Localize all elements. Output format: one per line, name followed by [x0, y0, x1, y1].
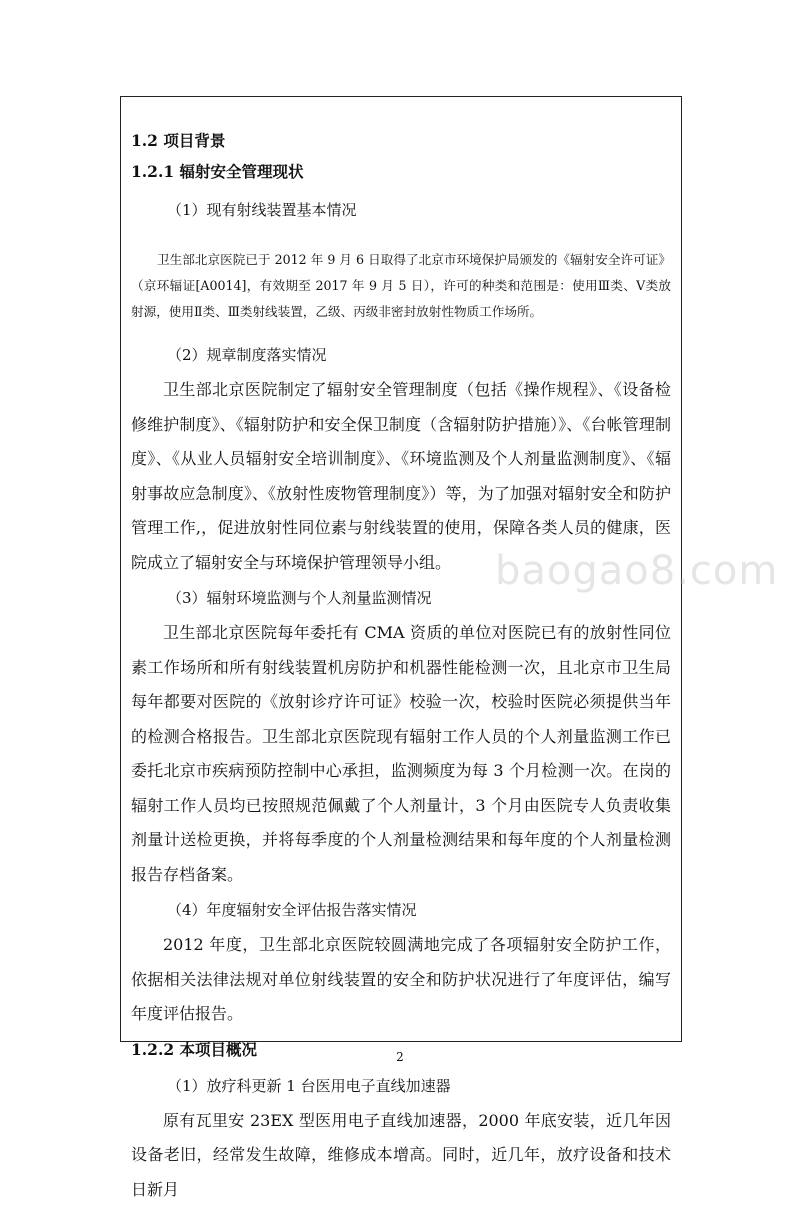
project-item1-paragraph: 原有瓦里安 23EX 型医用电子直线加速器，2000 年底安装，近几年因设备老旧，经常发生故障，维修成本增高。同时，近几年，放疗设备和技术日新月	[131, 1104, 671, 1207]
item3-paragraph: 卫生部北京医院每年委托有 CMA 资质的单位对医院已有的放射性同位素工作场所和所有射线装置机房防护和机器性能检测一次，且北京市卫生局每年都要对医院的《放射诊疗许可证》校验一次，校验时医院必须提供当年的检测合格报告。卫生部北京医院现有辐射工作人员的个人剂量监测工作已委托北京市疾病预防控制中心承担，监测频度为每 3 个月检测一次。在岗的辐射工作人员均已按照规范佩戴了个人剂量计，3 个月由医院专人负责收集剂量计送检更换，并将每季度的个人剂量检测结果和每年度的个人剂量检测报告存档备案。	[131, 616, 671, 892]
section-heading-1-2: 1.2 项目背景	[131, 125, 671, 156]
item4-title: （4）年度辐射安全评估报告落实情况	[131, 892, 671, 928]
item2-paragraph: 卫生部北京医院制定了辐射安全管理制度（包括《操作规程》、《设备检修维护制度》、《辐射防护和安全保卫制度（含辐射防护措施）》、《台帐管理制度》、《从业人员辐射安全培训制度》、《环境监测及个人剂量监测制度》、《辐射事故应急制度》、《放射性废物管理制度》）等，为了加强对辐射安全和防护管理工作,，促进放射性同位素与射线装置的使用，保障各类人员的健康，医院成立了辐射安全与环境保护管理领导小组。	[131, 373, 671, 580]
document-content	[131, 125, 671, 1207]
item4-paragraph: 2012 年度，卫生部北京医院较圆满地完成了各项辐射安全防护工作，依据相关法律法规对单位射线装置的安全和防护状况进行了年度评估，编写年度评估报告。	[131, 928, 671, 1032]
item1-title: （1）现有射线装置基本情况	[131, 187, 671, 233]
document-frame	[120, 96, 682, 1042]
item3-title: （3）辐射环境监测与个人剂量监测情况	[131, 580, 671, 616]
section-heading-1-2-2: 1.2.2 本项目概况	[131, 1032, 671, 1068]
page-number: 2	[0, 1050, 800, 1064]
project-item1-title: （1）放疗科更新 1 台医用电子直线加速器	[131, 1068, 671, 1104]
watermark: baogao8.com	[495, 548, 778, 594]
item2-title: （2）规章制度落实情况	[131, 337, 671, 373]
item1-paragraph: 卫生部北京医院已于 2012 年 9 月 6 日取得了北京市环境保护局颁发的《辐射安全许可证》（京环辐证[A0014]，有效期至 2017 年 9 月 5 日），许可的种类和范围是：使用Ⅲ类、Ⅴ类放射源，使用Ⅱ类、Ⅲ类射线装置，乙级、丙级非密封放射性物质工作场所。	[131, 247, 671, 325]
section-heading-1-2-1: 1.2.1 辐射安全管理现状	[131, 156, 671, 187]
